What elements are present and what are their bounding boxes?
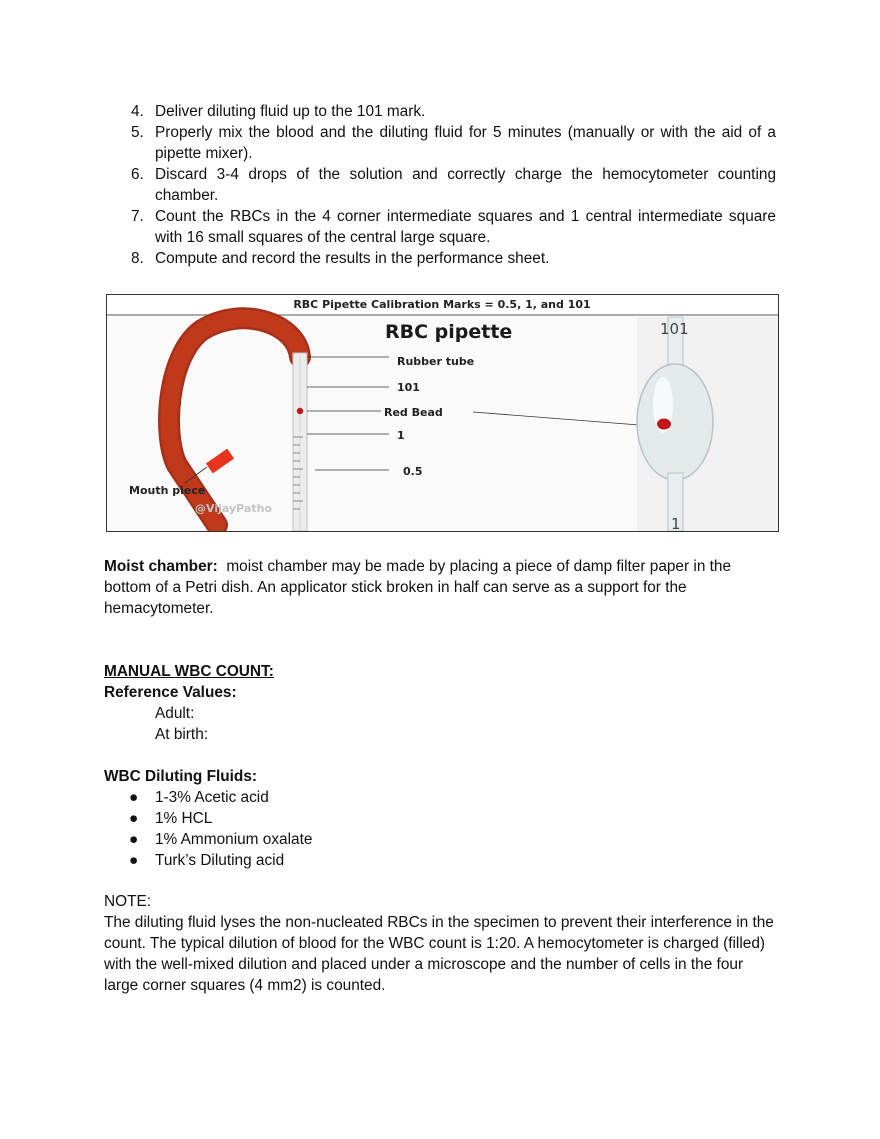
step-item bbox=[104, 101, 776, 122]
step-number: 8. bbox=[131, 250, 144, 267]
list-item bbox=[104, 808, 780, 829]
rbc-pipette-figure bbox=[106, 294, 779, 532]
closeup-red-bead bbox=[657, 419, 671, 430]
note-text: The diluting fluid lyses the non-nucleated RBCs in the specimen to prevent their interference in the count. The typical dilution of blood for the WBC count is 1:20. A hemocytometer is charged (filled) with the well-mixed dilution and placed under a microscope and the number of cells in the four large corner squares (4 mm2) is counted. bbox=[104, 914, 774, 994]
rbc-pipette-illustration bbox=[107, 295, 778, 531]
fluid-text: 1-3% Acetic acid bbox=[155, 789, 269, 806]
list-item bbox=[104, 829, 780, 850]
reference-values-label: Reference Values: bbox=[104, 684, 237, 701]
list-item bbox=[104, 850, 780, 871]
bullet: ● bbox=[129, 831, 139, 848]
bullet: ● bbox=[129, 789, 139, 806]
step-item bbox=[104, 206, 776, 248]
label-1: 1 bbox=[397, 429, 405, 442]
closeup-mixing-bulb bbox=[637, 364, 713, 480]
fluid-text: 1% HCL bbox=[155, 810, 213, 827]
reference-at-birth: At birth: bbox=[155, 726, 209, 743]
step-text: Count the RBCs in the 4 corner intermediate squares and 1 central intermediate square with 16 small squares of the central large square. bbox=[155, 208, 776, 246]
moist-chamber-text: moist chamber may be made by placing a piece of damp filter paper in the bottom of a Petri dish. An applicator stick broken in half can serve as a support for the hemacytometer. bbox=[104, 558, 732, 617]
step-number: 5. bbox=[131, 124, 144, 141]
closeup-label-1: 1 bbox=[671, 515, 681, 531]
diluting-fluids-label: WBC Diluting Fluids: bbox=[104, 768, 258, 785]
fluid-text: Turk’s Diluting acid bbox=[155, 852, 285, 869]
step-number: 4. bbox=[131, 103, 144, 120]
red-bead-small bbox=[297, 408, 303, 414]
diluting-fluids-section bbox=[104, 766, 780, 871]
label-red-bead: Red Bead bbox=[384, 406, 443, 419]
step-text: Discard 3-4 drops of the solution and correctly charge the hemocytometer counting chamber. bbox=[155, 166, 776, 204]
list-item bbox=[104, 787, 780, 808]
reference-adult: Adult: bbox=[155, 705, 195, 722]
watermark: @VijayPatho bbox=[195, 502, 272, 515]
label-101: 101 bbox=[397, 381, 420, 394]
label-rubber-tube: Rubber tube bbox=[397, 355, 475, 368]
step-item bbox=[104, 122, 776, 164]
step-number: 7. bbox=[131, 208, 144, 225]
figure-caption: RBC Pipette Calibration Marks = 0.5, 1, and 101 bbox=[293, 298, 591, 311]
note-label: NOTE: bbox=[104, 893, 152, 910]
step-number: 6. bbox=[131, 166, 144, 183]
step-text: Deliver diluting fluid up to the 101 mark. bbox=[155, 103, 426, 120]
figure-title: RBC pipette bbox=[385, 321, 513, 343]
step-item bbox=[104, 248, 776, 269]
procedure-steps bbox=[104, 101, 776, 269]
step-text: Compute and record the results in the performance sheet. bbox=[155, 250, 550, 267]
wbc-section bbox=[104, 661, 780, 745]
label-mouth-piece: Mouth piece bbox=[129, 484, 206, 497]
moist-chamber-paragraph bbox=[104, 556, 780, 619]
label-0-5: 0.5 bbox=[403, 465, 423, 478]
moist-chamber-label: Moist chamber: bbox=[104, 558, 218, 575]
bullet: ● bbox=[129, 852, 139, 869]
wbc-heading: MANUAL WBC COUNT: bbox=[104, 663, 274, 680]
closeup-label-101: 101 bbox=[660, 320, 689, 338]
fluid-text: 1% Ammonium oxalate bbox=[155, 831, 313, 848]
diluting-fluids-list bbox=[104, 787, 780, 871]
bullet: ● bbox=[129, 810, 139, 827]
note-section bbox=[104, 891, 780, 996]
step-text: Properly mix the blood and the diluting fluid for 5 minutes (manually or with the aid of a pipette mixer). bbox=[155, 124, 776, 162]
step-item bbox=[104, 164, 776, 206]
